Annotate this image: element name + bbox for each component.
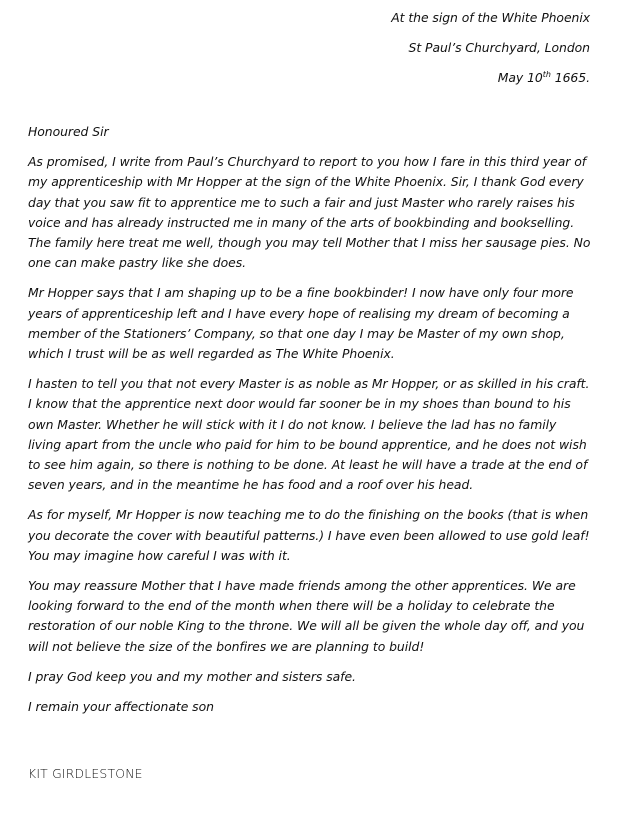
body-paragraph-5: You may reassure Mother that I have made friends among the other apprentices. We are looking forward to the end of the month when there will be a holiday to celebrate the restoration of our noble King to the throne. We will all be given the whole day off, and you will not believe the size of the bonfires we are planning to build! (28, 578, 585, 654)
address-line-2: St Paul’s Churchyard, London (408, 40, 590, 55)
signature: KIT GIRDLESTONE (28, 766, 143, 781)
body-paragraph-1: As promised, I write from Paul’s Churchyard to report to you how I fare in this third year of my apprenticeship with Mr Hopper at the sign of the White Phoenix. Sir, I thank God every day that you saw fit to apprentice me to such a fair and just Master who rarely raises his voice and has already instructed me in many of the arts of bookbinding and bookselling. The family here treat me well, though you may tell Mother that I miss her sausage pies. No one can make pastry like she does. (28, 154, 591, 271)
date-day: May 10 (497, 70, 543, 85)
body-paragraph-4: As for myself, Mr Hopper is now teaching me to do the finishing on the books (that is when you decorate the cover with beautiful patterns.) I have even been allowed to use gold leaf! You may imagine how careful I was with it. (28, 507, 590, 563)
date-ordinal-suffix: th (542, 69, 551, 79)
salutation: Honoured Sir (28, 124, 109, 139)
address-line-1: At the sign of the White Phoenix (391, 10, 590, 25)
body-paragraph-6: I pray God keep you and my mother and sisters safe. (28, 668, 356, 684)
body-paragraph-3: I hasten to tell you that not every Master is as noble as Mr Hopper, or as skilled in his craft. I know that the apprentice next door would far sooner be in my shoes than bound to his own Master. Whether he will stick with it I do not know. I believe the lad has no family living apart from the uncle who paid for him to be bound apprentice, and he does not wish to see him again, so there is nothing to be done. At least he will have a trade at the end of seven years, and in the meantime he has food and a roof over his head. (28, 376, 590, 493)
letter-date (28, 68, 590, 98)
sender-address (28, 8, 590, 98)
date-year: 1665. (550, 70, 590, 85)
closing-line: I remain your affectionate son (28, 699, 214, 715)
body-paragraph-2: Mr Hopper says that I am shaping up to be a fine bookbinder! I now have only four more years of apprenticeship left and I have every hope of realising my dream of becoming a member of the Stationers’ Company, so that one day I may be Master of my own shop, which I trust will be as well regarded as The White Phoenix. (28, 285, 574, 362)
date-text (498, 68, 590, 88)
